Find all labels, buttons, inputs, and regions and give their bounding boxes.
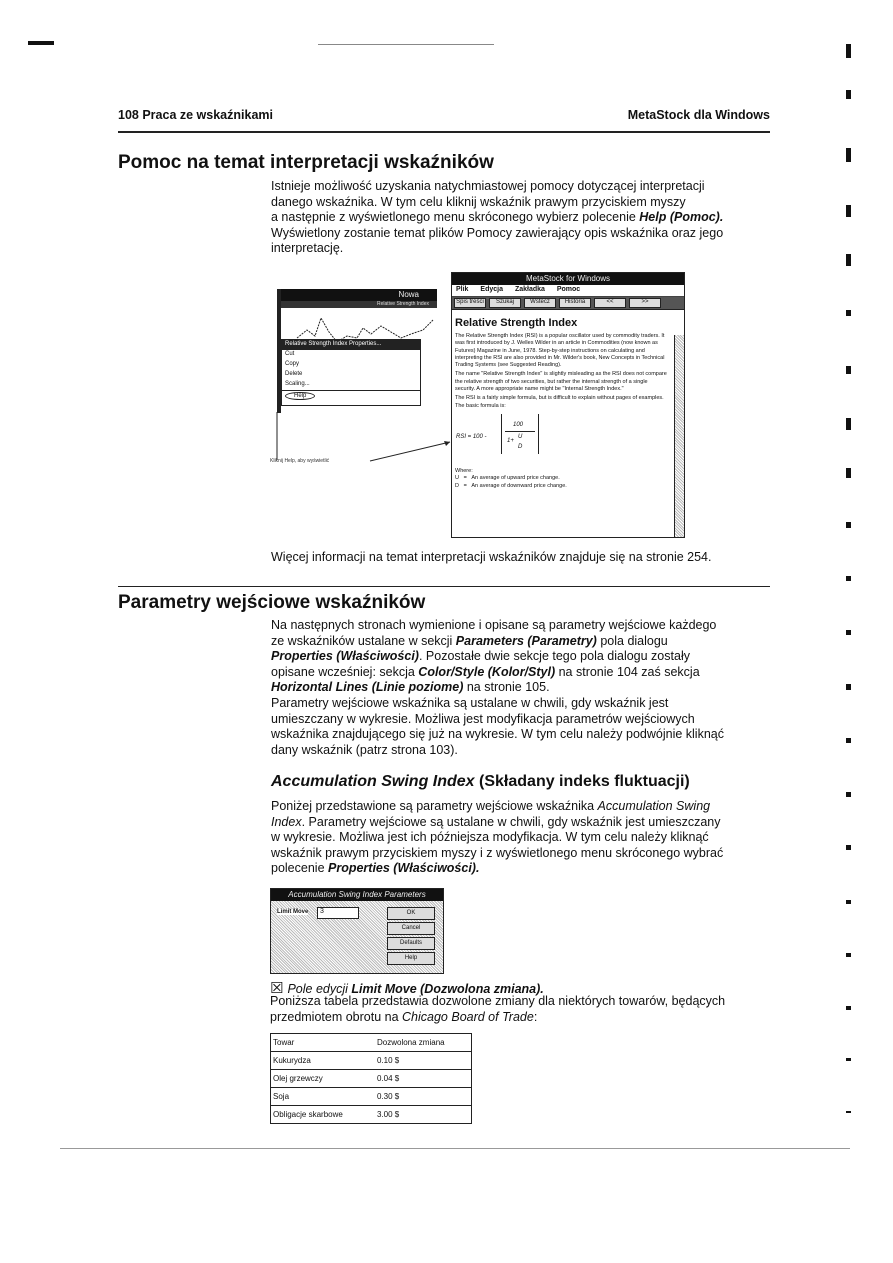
text-line: danego wskaźnika. W tym celu kliknij wskaźnik prawym przyciskiem myszy — [271, 194, 686, 209]
text-line: w wykresie. Możliwa jest ich późniejsza modyfikacja. W tym celu należy kliknąć — [271, 830, 709, 845]
limit-move-paragraph — [270, 994, 790, 1025]
scan-tick — [846, 684, 851, 690]
table-row — [271, 1052, 472, 1070]
menu-bookmark[interactable]: Zakładka — [514, 286, 545, 293]
running-header-left — [118, 108, 273, 122]
scan-tick — [846, 418, 851, 430]
next-button[interactable]: >> — [629, 298, 661, 308]
scan-tick — [846, 845, 851, 850]
ok-button[interactable]: OK — [387, 907, 435, 920]
text-line: Horizontal Lines (Linie poziome) na stronie 105. — [271, 680, 550, 695]
scan-tick — [846, 366, 851, 374]
menu-item-cut[interactable]: Cut — [285, 351, 295, 357]
table-row — [271, 1106, 472, 1124]
text-line: interpretację. — [271, 241, 344, 256]
screenshot1-caption: Kliknij Help, aby wyświetlić — [270, 458, 330, 464]
limit-move-table — [270, 1033, 472, 1124]
formula-denominator: 1+ — [507, 437, 514, 444]
help-content — [455, 317, 669, 490]
section1-paragraph — [271, 179, 771, 257]
help-paragraph: The RSI is a fairly simple formula, but is difficult to explain without pages of examples. The basic formula is: — [455, 395, 664, 409]
help-window-screenshot — [451, 272, 685, 538]
text-line: a następnie z wyświetlonego menu skróconego wybierz polecenie Help (Pomoc). — [271, 210, 724, 225]
text-line: polecenie Properties (Właściwości). — [271, 861, 480, 876]
formula-u: U — [518, 433, 523, 440]
scan-line-bottom — [60, 1148, 850, 1149]
header-rule — [118, 131, 770, 133]
scan-line-top — [318, 44, 494, 45]
table-cell: 3.00 $ — [375, 1106, 472, 1124]
subsection-heading: Accumulation Swing Index (Składany indeks fluktuacji) — [271, 773, 690, 790]
text-line: ze wskaźników ustalane w sekcji Parameters (Parametry) pola dialogu — [271, 633, 668, 648]
scan-tick — [846, 792, 851, 797]
scan-tick — [846, 576, 851, 581]
more-info-line: Więcej informacji na temat interpretacji wskaźników znajduje się na stronie 254. — [271, 550, 712, 564]
menu-item-delete[interactable]: Delete — [285, 371, 303, 377]
where-label: Where: — [455, 467, 473, 474]
table-cell: Obligacje skarbowe — [271, 1106, 376, 1124]
scan-tick — [846, 90, 851, 99]
formula-lhs: RSI = 100 - — [456, 433, 487, 440]
chart-window-left-edge — [277, 289, 281, 413]
help-button[interactable]: Help — [387, 952, 435, 965]
page-number: 108 — [118, 108, 139, 122]
text-line: Na następnych stronach wymienione i opisane są parametry wejściowe każdego — [271, 618, 717, 632]
scan-tick — [846, 953, 851, 957]
chart-title-bar: Nowa — [281, 289, 437, 301]
scan-tick — [846, 1006, 851, 1010]
scan-tick — [846, 468, 851, 478]
menu-help[interactable]: Pomoc — [556, 286, 581, 293]
table-header — [271, 1034, 472, 1052]
text-line: Istnieje możliwość uzyskania natychmiastowej pomocy dotyczącej interpretacji — [271, 179, 705, 193]
context-menu — [281, 339, 421, 406]
formula-numerator: 100 — [513, 421, 524, 428]
menu-item-scaling[interactable]: Scaling... — [282, 380, 420, 391]
text-line: Index. Parametry wejściowe są ustalane w chwili, gdy wskaźnik jest umieszczany — [271, 814, 721, 829]
scan-tick — [846, 630, 851, 635]
checkbox-icon: ☒ — [270, 980, 284, 997]
limit-move-caption: ☒ Pole edycji Limit Move (Dozwolona zmiana). — [270, 980, 544, 997]
rsi-formula — [455, 410, 669, 468]
scan-tick — [846, 44, 851, 58]
scan-mark-top-left — [28, 41, 54, 45]
subsection-paragraph — [271, 799, 771, 877]
scan-tick — [846, 1058, 851, 1061]
formula-bracket — [501, 414, 539, 454]
parameters-dialog-screenshot — [270, 888, 444, 974]
section-heading-parameters: Parametry wejściowe wskaźników — [118, 592, 426, 613]
help-menubar — [452, 285, 684, 297]
section-rule — [118, 586, 770, 587]
table-cell: Kukurydza — [271, 1052, 376, 1070]
text-line: Poniżej przedstawione są parametry wejściowe wskaźnika Accumulation Swing — [271, 799, 711, 813]
help-paragraph: The Relative Strength Index (RSI) is a popular oscillator used by commodity traders. It was first introduced by J. Welles Wilder in an article in Commodities (now known as Futures) Magazine in June, 1978. Step-by-step instructions on calculating and interpreting the RSI are also provided in Mr. Wilder's book, New Concepts in Technical Trading Systems (see Suggested Reading). — [455, 333, 665, 369]
menu-edit[interactable]: Edycja — [480, 286, 503, 293]
text-line: wskaźnika znajdującego się już na wykresie. W tym celu należy podwójnie kliknąć — [271, 727, 724, 742]
running-header-right: MetaStock dla Windows — [627, 108, 770, 122]
cancel-button[interactable]: Cancel — [387, 922, 435, 935]
scan-tick — [846, 522, 851, 528]
scan-tick — [846, 900, 851, 904]
text-line: umieszczany w wykresie. Możliwa jest modyfikacja parametrów wejściowych — [271, 711, 695, 726]
table-cell: 0.10 $ — [375, 1052, 472, 1070]
text-line: Parametry wejściowe wskaźnika są ustalane w chwili, gdy wskaźnik jest — [271, 695, 669, 710]
scan-tick — [846, 738, 851, 743]
scan-tick — [846, 254, 851, 266]
table-cell: Soja — [271, 1088, 376, 1106]
text-line: wskaźnik prawym przyciskiem myszy i z wyświetlonego menu skróconego wybrać — [271, 845, 724, 860]
table-cell: 0.04 $ — [375, 1070, 472, 1088]
scan-tick — [846, 205, 851, 217]
contents-button[interactable]: Spis treści — [454, 298, 486, 308]
table-header-cell: Towar — [271, 1034, 376, 1052]
where-u: U = An average of upward price change. — [455, 475, 560, 482]
scan-tick — [846, 310, 851, 316]
menu-file[interactable]: Plik — [456, 286, 469, 293]
text-line: Poniższa tabela przedstawia dozwolone zmiany dla niektórych towarów, będących — [270, 994, 726, 1008]
text-line: Wyświetlony zostanie temat plików Pomocy zawierający opis wskaźnika oraz jego — [271, 225, 724, 240]
limit-move-label: Limit Move — [277, 909, 309, 915]
table-header-cell: Dozwolona zmiana — [375, 1034, 472, 1052]
table-cell: Olej grzewczy — [271, 1070, 376, 1088]
search-button[interactable]: Szukaj — [489, 298, 521, 308]
prev-button[interactable]: << — [594, 298, 626, 308]
help-paragraph: The name "Relative Strength Index" is slightly misleading as the RSI does not compare the relative strength of two securities, but rather the internal strength of a single security. A more appropriate name might be "Internal Strength Index." — [455, 371, 667, 393]
scan-tick — [846, 148, 851, 162]
defaults-button[interactable]: Defaults — [387, 937, 435, 950]
dialog-title: Accumulation Swing Index Parameters — [271, 889, 443, 901]
table-cell: 0.30 $ — [375, 1088, 472, 1106]
help-topic-title: Relative Strength Index — [455, 317, 578, 329]
text-line: opisane wcześniej: sekcja Color/Style (Kolor/Styl) na stronie 104 zaś sekcja — [271, 664, 700, 679]
formula-d: D — [518, 443, 523, 450]
table-row — [271, 1088, 472, 1106]
where-d: D = An average of downward price change. — [455, 482, 567, 489]
help-scrollbar[interactable] — [674, 335, 684, 537]
chart-subtitle-bar: Relative Strength Index — [281, 301, 437, 308]
history-button[interactable]: Historia — [559, 298, 591, 308]
back-button[interactable]: Wstecz — [524, 298, 556, 308]
menu-item-help[interactable]: Help — [282, 391, 420, 405]
text-line: dany wskaźnik (patrz strona 103). — [271, 742, 458, 757]
section2-paragraph — [271, 618, 771, 758]
callout-lines — [270, 412, 470, 492]
help-window-title: MetaStock for Windows — [452, 273, 684, 285]
section-heading-help: Pomoc na temat interpretacji wskaźników — [118, 152, 494, 173]
text-line: Properties (Właściwości). Pozostałe dwie sekcje tego pola dialogu zostały — [271, 649, 690, 664]
chart-window-screenshot — [277, 289, 437, 413]
chapter-name: Praca ze wskaźnikami — [142, 108, 273, 122]
scan-tick — [846, 1111, 851, 1113]
table-row — [271, 1070, 472, 1088]
limit-move-input[interactable]: 3 — [317, 907, 359, 919]
help-toolbar — [452, 297, 684, 310]
menu-item-properties[interactable]: Relative Strength Index Properties... — [282, 340, 420, 350]
menu-item-copy[interactable]: Copy — [285, 361, 300, 367]
text-line: przedmiotem obrotu na Chicago Board of Trade: — [270, 1009, 538, 1024]
